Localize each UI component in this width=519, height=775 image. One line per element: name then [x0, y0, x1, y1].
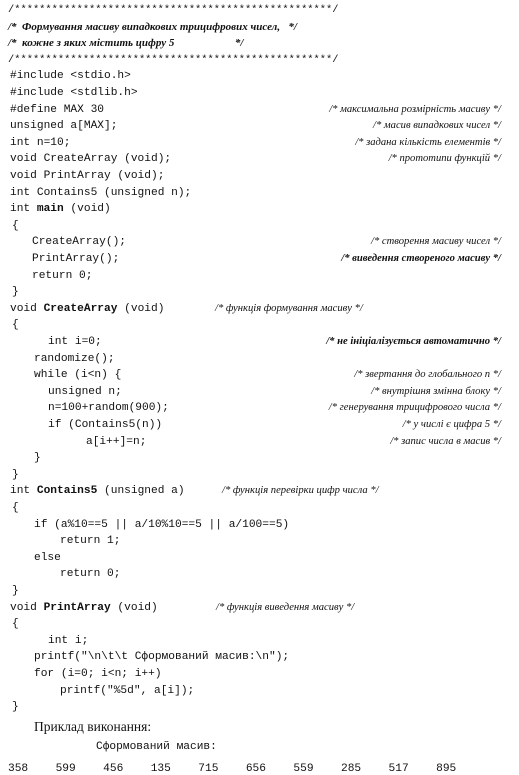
- code-comment: /* виведення створеного масиву */: [341, 253, 501, 264]
- code-line: else: [34, 551, 61, 564]
- code-comment: /* масив випадкових чисел */: [373, 120, 501, 132]
- code-line: return 1;: [60, 535, 121, 548]
- code-comment: /* у числі є цифра 5 */: [402, 419, 501, 430]
- code-line: int Contains5 (unsigned a) /* функція перевірки цифр числа */: [0, 482, 519, 500]
- code-line: randomize();: [34, 352, 115, 365]
- code-comment: /* функція перевірки цифр числа */: [222, 485, 379, 497]
- function-name: PrintArray: [43, 601, 111, 614]
- output-values: 358 599 456 135 715 656 559 285 517 895: [8, 762, 457, 775]
- code-line: if (a%10==5 || a/10%10==5 || a/100==5): [34, 518, 290, 531]
- code-line: }: [34, 452, 41, 465]
- code-line: void PrintArray (void) /* функція виведення масиву */: [0, 599, 519, 617]
- code-line: n=100+random(900); /* генерування трицифрового числа */: [0, 399, 519, 417]
- code-line: {: [12, 502, 19, 514]
- code-line: printf("\n\t\t Сформований масив:\n");: [34, 651, 290, 664]
- code-line: int Contains5 (unsigned n);: [10, 186, 192, 199]
- header-comment-line: /* кожне з яких містить цифру 5 */: [8, 37, 244, 50]
- code-line: return 0;: [32, 269, 93, 282]
- code-comment: /* задана кількість елементів */: [355, 136, 501, 148]
- code-comment: /* функція виведення масиву */: [216, 601, 355, 613]
- code-comment: /* прототипи функцій */: [388, 153, 501, 165]
- function-name: Contains5: [36, 485, 98, 498]
- code-line: unsigned n; /* внутрішня змінна блоку */: [0, 383, 519, 401]
- header-border-top: /***************************************************/: [8, 4, 339, 16]
- code-comment: /* генерування трицифрового числа */: [328, 402, 501, 414]
- code-line: void CreateArray (void); /* прототипи функцій */: [0, 150, 519, 168]
- code-comment: /* внутрішня змінна блоку */: [371, 385, 501, 397]
- code-line: {: [12, 319, 19, 332]
- code-line: #define MAX 30 /* максимальна розмірність масиву */: [0, 101, 519, 119]
- code-line: }: [12, 585, 19, 597]
- code-comment: /* максимальна розмірність масиву */: [329, 103, 501, 115]
- code-line: int i=0; /* не ініціалізується автоматично */: [0, 333, 519, 351]
- code-line: if (Contains5(n)) /* у числі є цифра 5 */: [0, 416, 519, 434]
- code-line: void CreateArray (void) /* функція формування масиву */: [0, 300, 519, 318]
- header-comment-line: /* Формування масиву випадкових трицифрових чисел, */: [8, 20, 297, 33]
- code-line: }: [12, 286, 19, 299]
- code-comment: /* запис числа в масив */: [390, 435, 501, 447]
- code-line: #include <stdio.h>: [10, 70, 131, 83]
- code-line: for (i=0; i<n; i++): [34, 668, 162, 680]
- code-line: #include <stdlib.h>: [10, 87, 138, 99]
- code-line: PrintArray(); /* виведення створеного масиву */: [0, 250, 519, 268]
- code-comment: /* не ініціалізується автоматично */: [326, 336, 501, 347]
- code-line: return 0;: [60, 568, 121, 581]
- code-comment: /* функція формування масиву */: [215, 302, 363, 314]
- function-name: main: [36, 203, 64, 216]
- header-border-bottom: /***************************************************/: [8, 53, 339, 66]
- code-line: {: [12, 618, 19, 631]
- code-line: printf("%5d", a[i]);: [60, 684, 195, 697]
- output-title: Сформований масив:: [96, 740, 217, 753]
- code-line: int main (void): [10, 203, 111, 216]
- code-comment: /* створення масиву чисел */: [371, 236, 501, 248]
- code-line: CreateArray(); /* створення масиву чисел */: [0, 233, 519, 251]
- code-comment: /* звертання до глобального n */: [354, 369, 501, 381]
- code-line: void PrintArray (void);: [10, 170, 165, 182]
- code-line: {: [12, 219, 19, 232]
- example-label: Приклад виконання:: [34, 718, 152, 734]
- code-line: }: [12, 701, 19, 714]
- code-line: a[i++]=n; /* запис числа в масив */: [0, 433, 519, 451]
- code-line: while (i<n) { /* звертання до глобального n */: [0, 366, 519, 384]
- code-line: int i;: [48, 634, 89, 647]
- code-line: unsigned a[MAX]; /* масив випадкових чисел */: [0, 117, 519, 135]
- code-line: }: [12, 468, 19, 481]
- code-line: int n=10; /* задана кількість елементів */: [0, 134, 519, 152]
- function-name: CreateArray: [43, 302, 118, 315]
